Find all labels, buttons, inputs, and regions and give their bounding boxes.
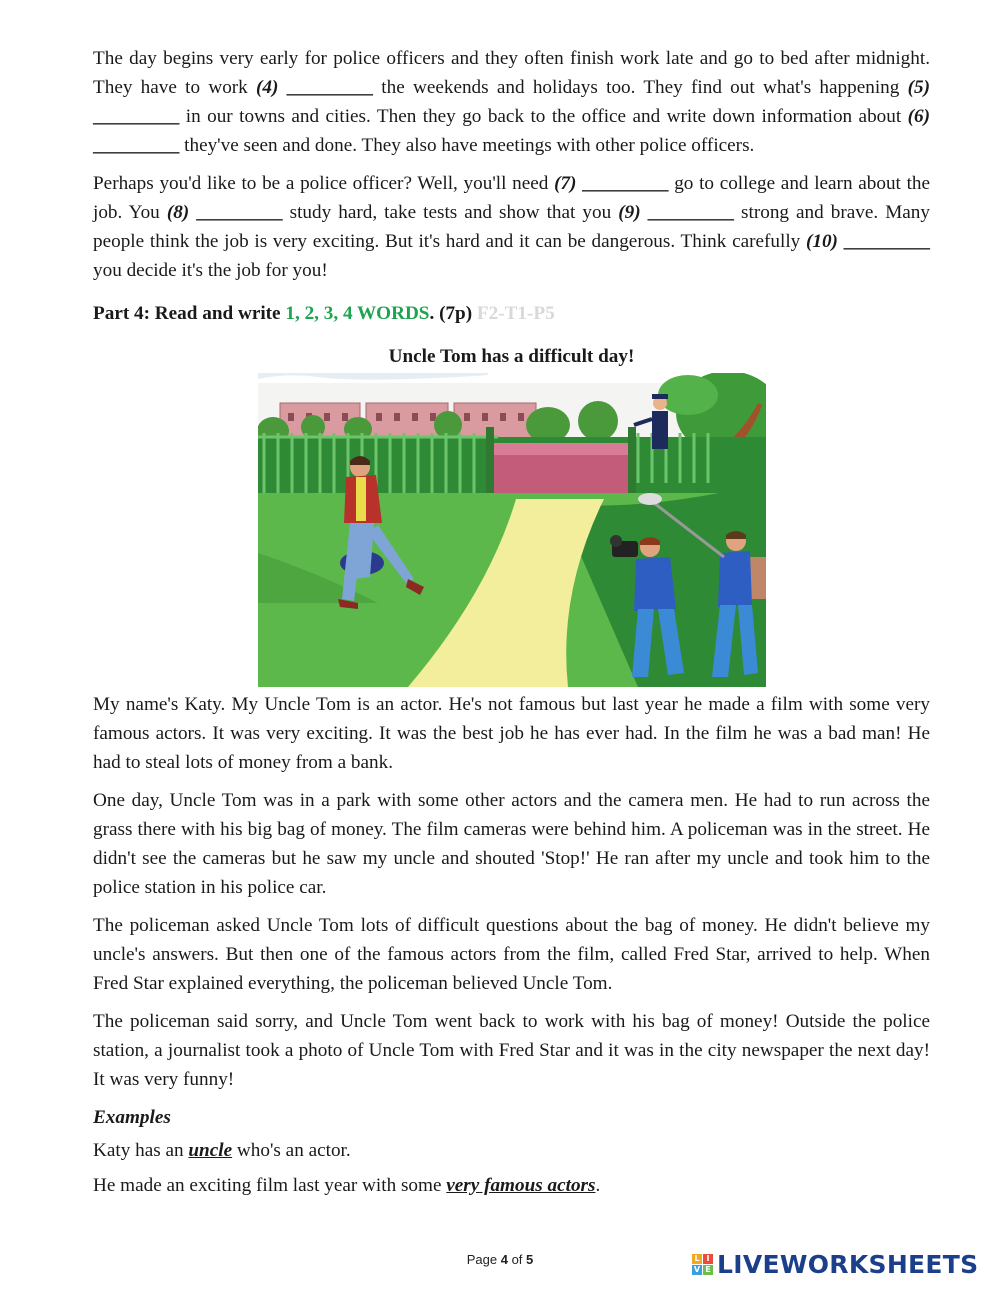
story-title: Uncle Tom has a difficult day! bbox=[388, 346, 635, 367]
text-segment: they've seen and done. They also have meetings with other police officers. bbox=[179, 135, 755, 156]
page-word: Page bbox=[466, 1252, 501, 1267]
example-text: Katy has an bbox=[93, 1140, 189, 1161]
example-1 bbox=[93, 1136, 930, 1165]
logo-letter: L bbox=[692, 1254, 702, 1264]
question-number-7: (7) bbox=[554, 173, 577, 194]
example-text: He made an exciting film last year with some bbox=[93, 1175, 447, 1196]
question-number-8: (8) bbox=[166, 202, 190, 223]
part-4-heading bbox=[93, 299, 930, 328]
question-number-10: (10) bbox=[805, 231, 838, 252]
logo-letter: E bbox=[703, 1265, 713, 1275]
text-segment: study hard, take tests and show that you bbox=[282, 202, 619, 223]
story-paragraph-1: My name's Katy. My Uncle Tom is an actor. He's not famous but last year he made a film with some very famous actors. It was very exciting. It was the best job he has ever had. In the film he was a bad man! He had to steal lots of money from a bank. bbox=[93, 694, 930, 773]
park-scene-illustration bbox=[258, 373, 766, 687]
example-2 bbox=[93, 1171, 930, 1200]
question-number-5: (5) bbox=[907, 77, 930, 98]
word-limit: 1, 2, 3, 4 WORDS bbox=[285, 303, 430, 324]
question-number-6: (6) bbox=[907, 106, 930, 127]
section-code: F2-T1-P5 bbox=[476, 303, 555, 324]
text-segment: you decide it's the job for you! bbox=[93, 260, 328, 281]
page-number: 4 bbox=[500, 1252, 508, 1267]
question-number-4: (4) bbox=[256, 77, 279, 98]
worksheet-page bbox=[93, 44, 930, 1206]
story-paragraph-2: One day, Uncle Tom was in a park with some other actors and the camera men. He had to run across the grass there with his big bag of money. The film cameras were behind him. A policeman was in the street. He didn't see the cameras but he saw my uncle and shouted 'Stop!' He ran after my uncle and took him to the police station in his police car. bbox=[93, 790, 930, 898]
logo-letter: V bbox=[693, 1264, 701, 1274]
example-answer: uncle bbox=[188, 1140, 233, 1161]
points-label: . (7p) bbox=[429, 303, 477, 324]
text-segment: in our towns and cities. Then they go back to the office and write down information about bbox=[179, 106, 908, 127]
answer-blank-4[interactable]: _________ bbox=[286, 77, 374, 98]
answer-blank-5[interactable]: _________ bbox=[93, 106, 180, 127]
text-segment: strong and brave. Many people think the job is very exciting. But it's hard and it can be dangerous. Think carefully bbox=[93, 202, 930, 252]
story-text bbox=[93, 690, 930, 1094]
answer-blank-7[interactable]: _________ bbox=[582, 173, 669, 194]
liveworksheets-logo[interactable] bbox=[692, 1247, 978, 1281]
text-segment: Perhaps you'd like to be a police officer? Well, you'll need bbox=[93, 173, 555, 194]
liveworksheets-logo-text: LIVEWORKSHEETS bbox=[717, 1249, 979, 1279]
liveworksheets-logo-icon bbox=[692, 1254, 713, 1275]
story-paragraph-4: The policeman said sorry, and Uncle Tom went back to work with his bag of money! Outside the police station, a journalist took a photo of Uncle Tom with Fred Star and it was in the city newspaper the next day! It was very funny! bbox=[93, 1011, 930, 1090]
of-word: of bbox=[507, 1252, 527, 1267]
passage-paragraph-2 bbox=[93, 169, 930, 285]
logo-letter: I bbox=[703, 1254, 713, 1264]
answer-blank-9[interactable]: _________ bbox=[647, 202, 734, 223]
example-text: who's an actor. bbox=[232, 1140, 351, 1161]
question-number-9: (9) bbox=[618, 202, 641, 223]
examples-heading: Examples bbox=[93, 1107, 171, 1128]
example-answer: very famous actors bbox=[446, 1175, 596, 1196]
text-segment: The day begins very early for police officers and they often finish work late and go to bed after midnight. They have to work bbox=[93, 48, 930, 98]
example-text: . bbox=[595, 1175, 601, 1196]
passage-paragraph-1 bbox=[93, 44, 930, 160]
answer-blank-10[interactable]: _________ bbox=[843, 231, 930, 252]
answer-blank-6[interactable]: _________ bbox=[93, 135, 180, 156]
part-label: Part 4: Read and write bbox=[93, 303, 286, 324]
story-paragraph-3: The policeman asked Uncle Tom lots of difficult questions about the bag of money. He didn't believe my uncle's answers. But then one of the famous actors from the film, called Fred Star, arrived to help. When Fred Star explained everything, the policeman believed Uncle Tom. bbox=[93, 915, 930, 994]
answer-blank-8[interactable]: _________ bbox=[196, 202, 283, 223]
page-total: 5 bbox=[526, 1252, 534, 1267]
text-segment: go to college and learn about the job. You bbox=[93, 173, 931, 223]
text-segment: the weekends and holidays too. They find out what's happening bbox=[373, 77, 908, 98]
